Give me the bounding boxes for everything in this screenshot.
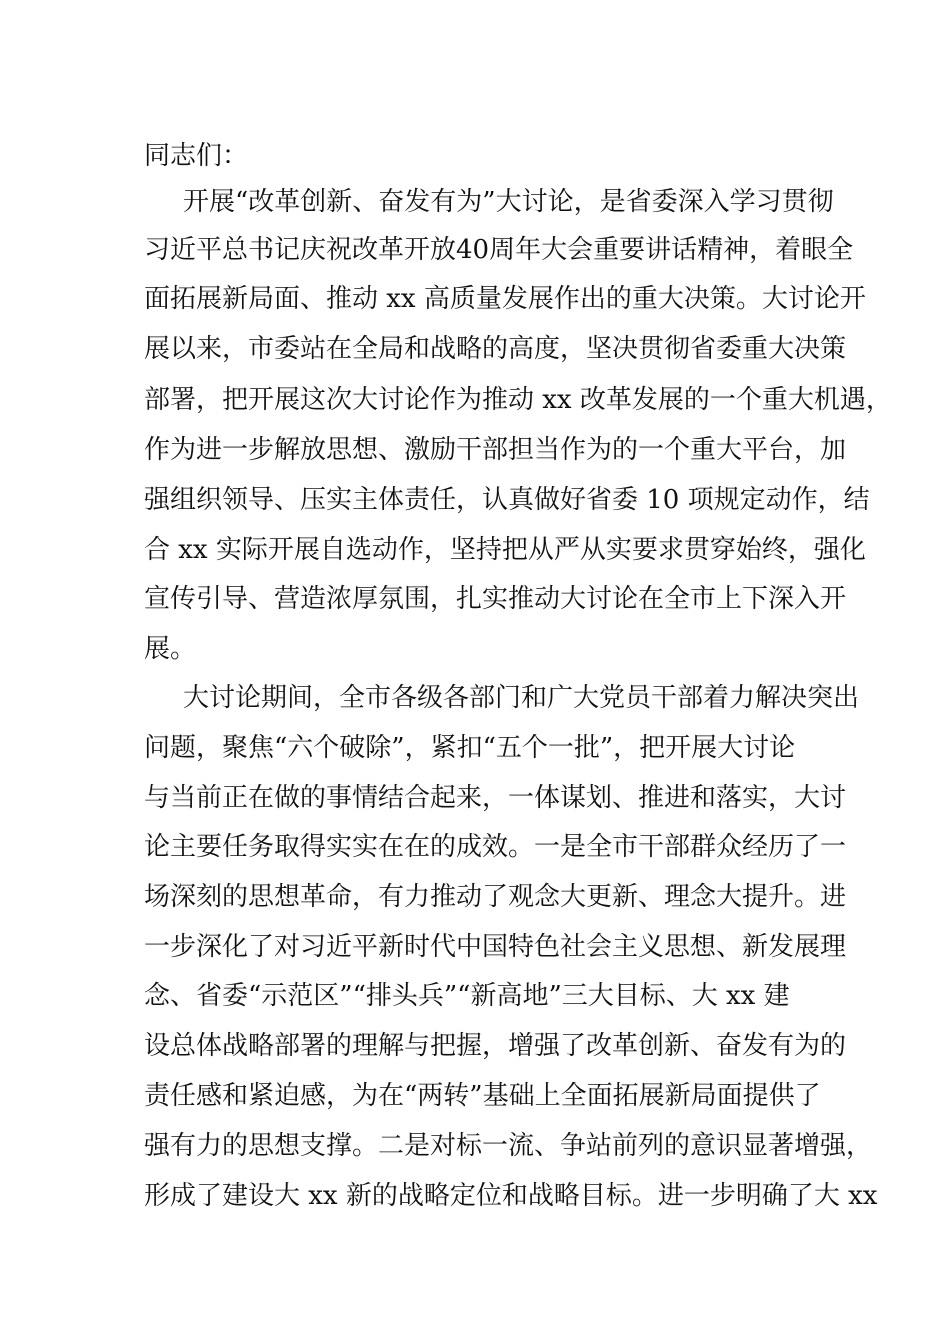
paragraph-1-line-1: 开展“改革创新、奋发有为”大讨论，是省委深入学习贯彻 — [183, 187, 834, 217]
paragraph-1-line-4: 展以来，市委站在全局和战略的高度，坚决贯彻省委重大决策 — [144, 334, 847, 364]
paragraph-1-line-8: 合 xx 实际开展自选动作，坚持把从严从实要求贯穿始终，强化 — [144, 535, 866, 565]
paragraph-2-line-7: 念、省委“示范区”“排头兵”“新高地”三大目标、大 xx 建 — [144, 981, 790, 1011]
paragraph-1-line-7: 强组织领导、压实主体责任，认真做好省委 10 项规定动作，结 — [144, 485, 870, 515]
paragraph-2-line-3: 与当前正在做的事情结合起来，一体谋划、推进和落实，大讨 — [144, 783, 847, 813]
paragraph-1-line-2: 习近平总书记庆祝改革开放40周年大会重要讲话精神，着眼全 — [144, 235, 854, 265]
paragraph-2-line-8: 设总体战略部署的理解与把握，增强了改革创新、奋发有为的 — [144, 1031, 847, 1061]
salutation: 同志们： — [144, 141, 249, 171]
paragraph-1-line-3: 面拓展新局面、推动 xx 高质量发展作出的重大决策。大讨论开 — [144, 284, 866, 314]
paragraph-1-line-10: 展。 — [144, 634, 197, 664]
paragraph-2-line-4: 论主要任务取得实实在在的成效。一是全市干部群众经历了一 — [144, 832, 847, 862]
paragraph-2-line-6: 一步深化了对习近平新时代中国特色社会主义思想、新发展理 — [144, 932, 847, 962]
paragraph-2-line-10: 强有力的思想支撑。二是对标一流、争站前列的意识显著增强， — [144, 1131, 873, 1161]
paragraph-2-line-5: 场深刻的思想革命，有力推动了观念大更新、理念大提升。进 — [144, 882, 847, 912]
paragraph-2-line-1: 大讨论期间，全市各级各部门和广大党员干部着力解决突出 — [183, 683, 860, 713]
paragraph-2-line-9: 责任感和紧迫感，为在“两转”基础上全面拓展新局面提供了 — [144, 1081, 821, 1111]
paragraph-2-line-2: 问题，聚焦“六个破除”，紧扣“五个一批”，把开展大讨论 — [144, 733, 796, 763]
paragraph-1-line-6: 作为进一步解放思想、激励干部担当作为的一个重大平台，加 — [144, 435, 847, 465]
paragraph-1-line-5: 部署，把开展这次大讨论作为推动 xx 改革发展的一个重大机遇， — [144, 385, 892, 415]
paragraph-1-line-9: 宣传引导、营造浓厚氛围，扎实推动大讨论在全市上下深入开 — [144, 584, 847, 614]
paragraph-2-line-11: 形成了建设大 xx 新的战略定位和战略目标。进一步明确了大 xx — [144, 1181, 878, 1211]
